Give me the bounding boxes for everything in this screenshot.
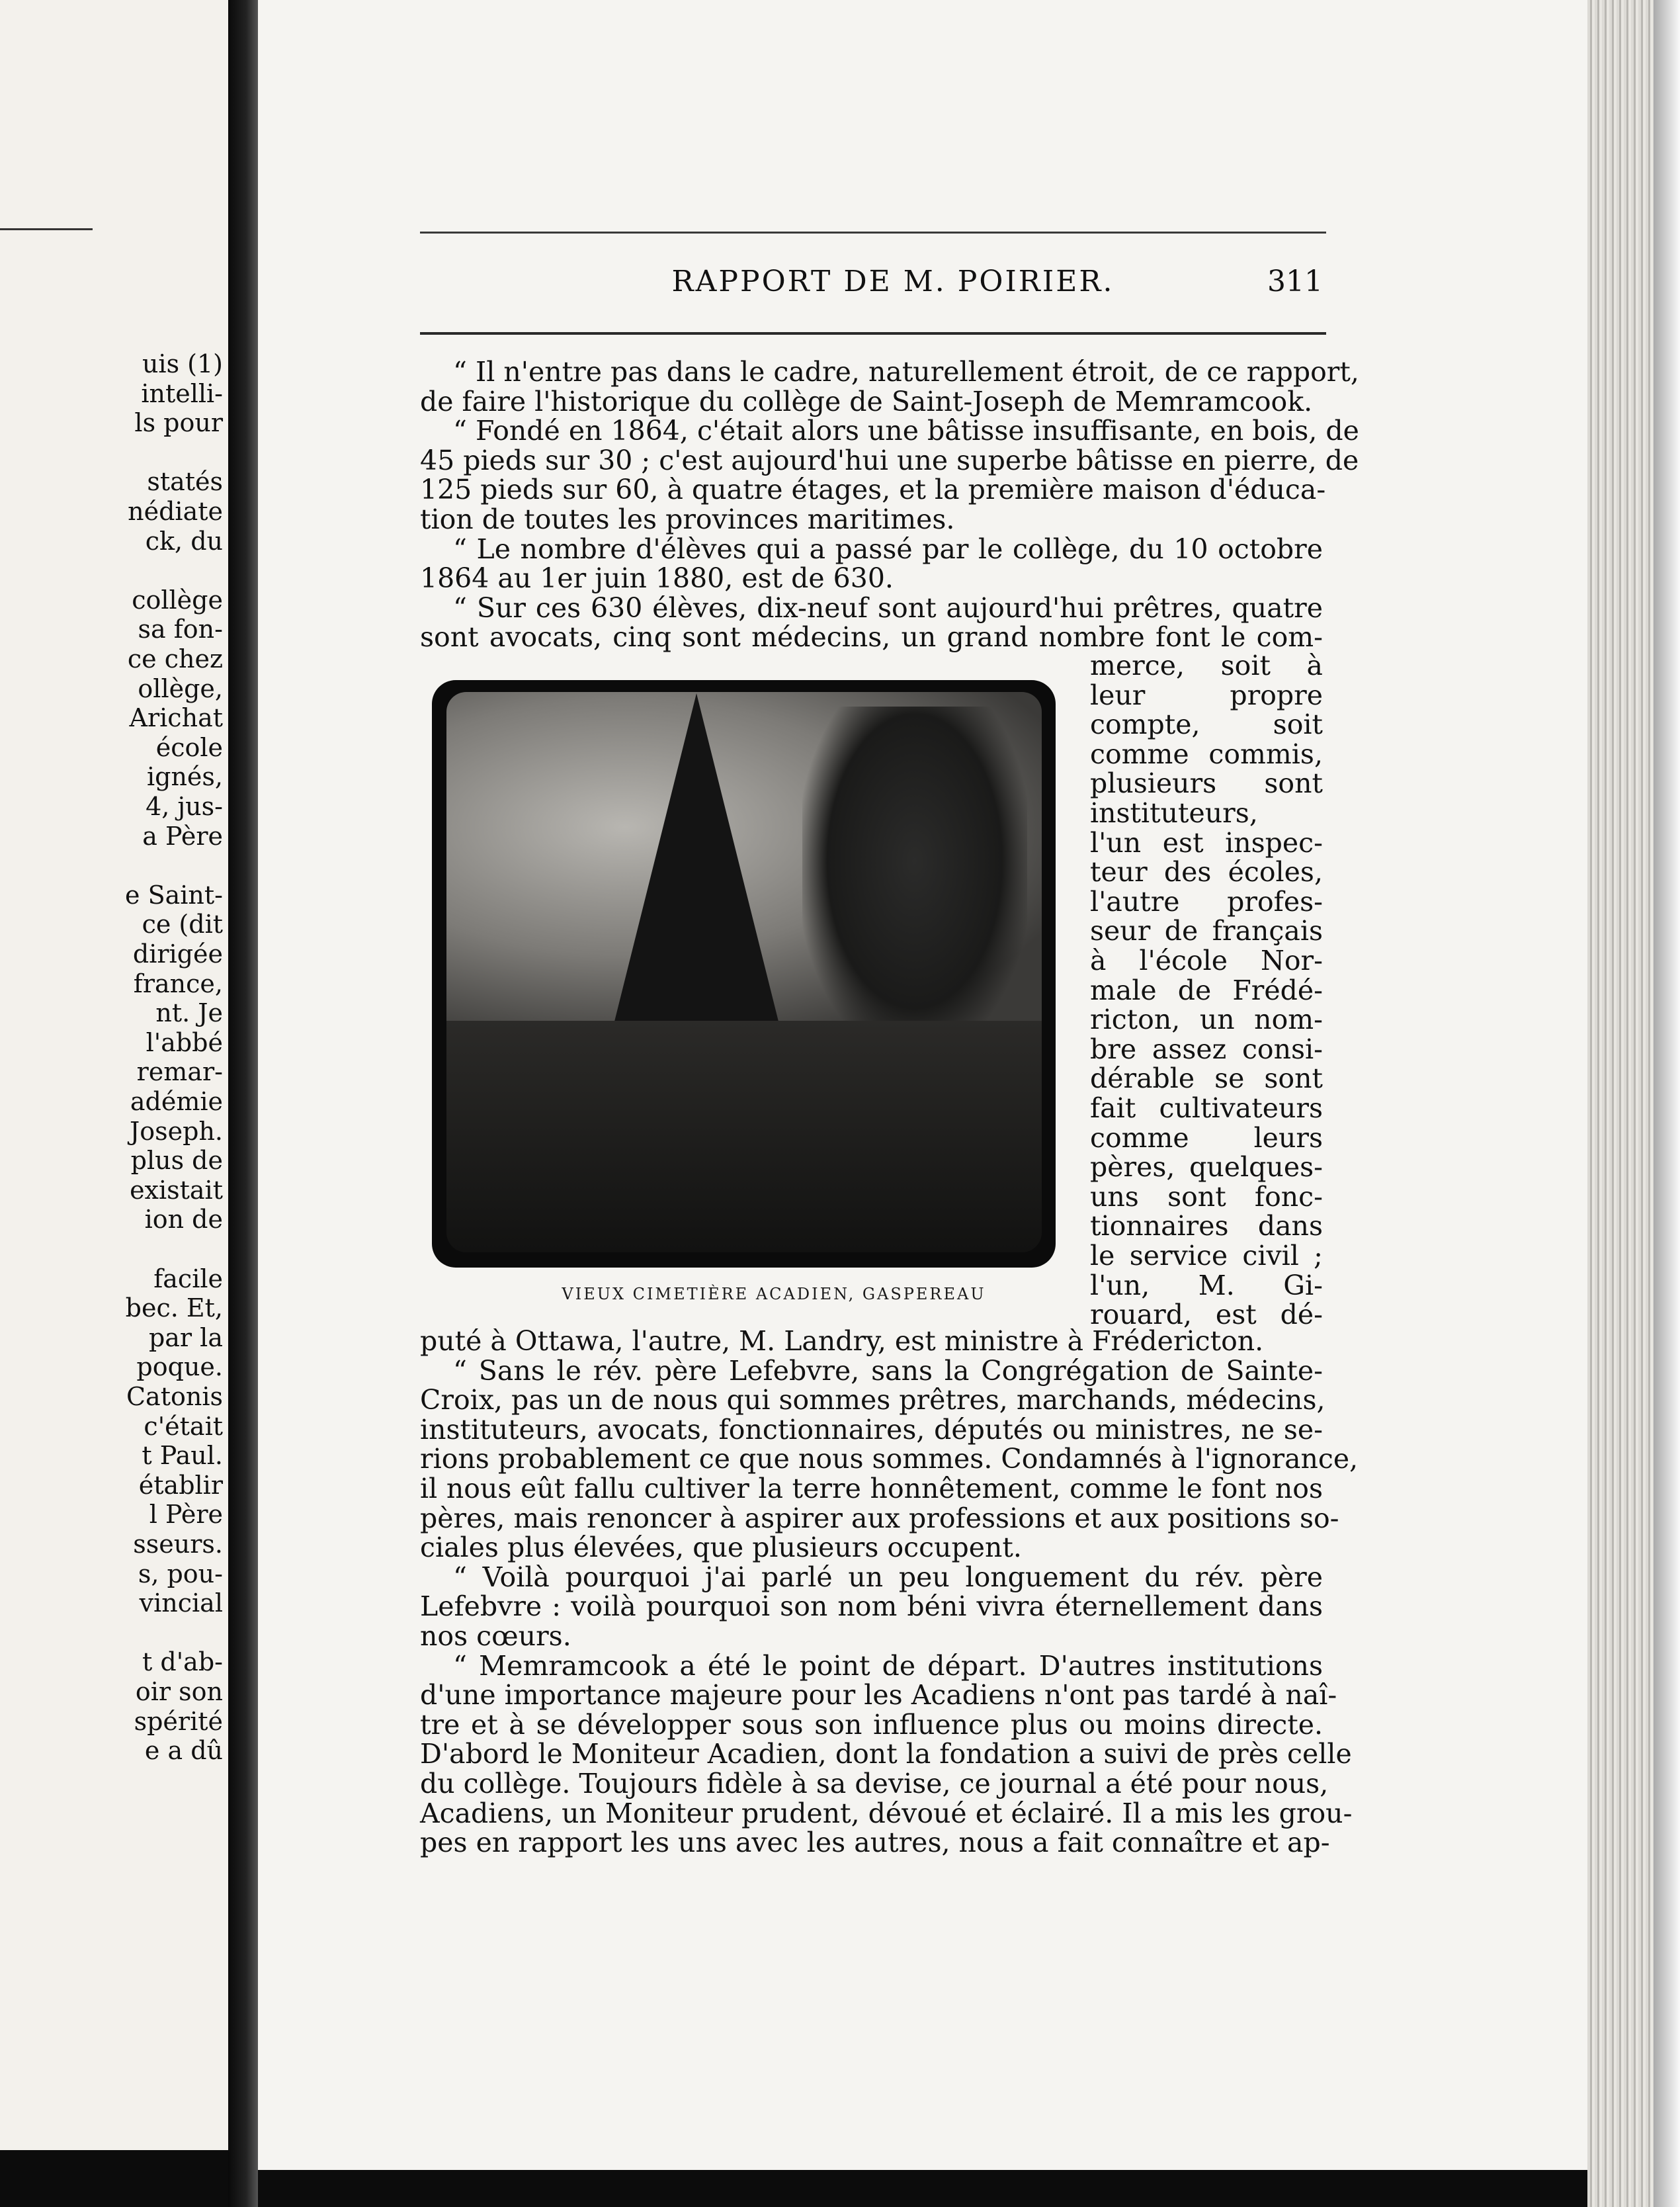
- left-page-line: c'était: [144, 1411, 223, 1441]
- text-line: “ Fondé en 1864, c'était alors une bâtisse insuffisante, en bois, de: [453, 415, 1359, 447]
- text-line: rions probablement ce que nous sommes. Condamnés à l'ignorance,: [420, 1443, 1359, 1475]
- left-page-line: Arichat: [129, 703, 223, 733]
- text-line: 125 pieds sur 60, à quatre étages, et la première maison d'éduca-: [420, 474, 1326, 506]
- left-page-line: poque.: [136, 1352, 223, 1382]
- left-page-line: facile: [153, 1264, 223, 1293]
- text-line: “ Il n'entre pas dans le cadre, naturellement étroit, de ce rapport,: [453, 356, 1359, 388]
- text-line: “ Sur ces 630 élèves, dix-neuf sont aujourd'hui prêtres, quatre: [453, 591, 1323, 624]
- text-line: plusieurs sont: [1090, 767, 1323, 800]
- left-page-line: l'abbé: [146, 1027, 223, 1057]
- left-page-line: remar-: [136, 1057, 223, 1087]
- left-page-line: adémie: [130, 1087, 223, 1116]
- left-page-line: uis (1): [142, 349, 223, 378]
- left-page-line: a Père: [142, 821, 223, 851]
- left-page-line: dirigée: [132, 939, 223, 969]
- text-line: puté à Ottawa, l'autre, M. Landry, est ministre à Frédericton.: [420, 1325, 1264, 1357]
- text-line: ricton, un nom-: [1090, 1004, 1323, 1036]
- left-page-line: ignés,: [146, 762, 223, 792]
- left-page-line: t Paul.: [142, 1441, 223, 1471]
- text-line: 1864 au 1er juin 1880, est de 630.: [420, 562, 894, 595]
- text-line: de faire l'historique du collège de Saint-Joseph de Memramcook.: [420, 385, 1313, 417]
- left-page-line: ce chez: [127, 644, 223, 673]
- text-line: seur de français: [1090, 915, 1323, 947]
- text-line: compte, soit: [1090, 709, 1323, 741]
- text-line: 45 pieds sur 30 ; c'est aujourd'hui une superbe bâtisse en pierre, de: [420, 444, 1359, 476]
- text-line: tion de toutes les provinces maritimes.: [420, 503, 955, 535]
- text-line: teur des écoles,: [1090, 856, 1323, 888]
- left-page-line: existait: [130, 1175, 223, 1205]
- text-line: nos cœurs.: [420, 1620, 571, 1652]
- text-line: merce, soit à: [1090, 650, 1323, 681]
- left-page-line: vincial: [139, 1588, 223, 1618]
- text-line: du collège. Toujours fidèle à sa devise, ce journal a été pour nous,: [420, 1768, 1329, 1799]
- page-edges: [1587, 0, 1680, 2207]
- text-line: uns sont fonc-: [1090, 1180, 1323, 1213]
- text-line: male de Frédé-: [1090, 974, 1323, 1006]
- left-page-line: sseurs.: [133, 1530, 223, 1559]
- photo-tree-left: [610, 693, 782, 1037]
- text-line: “ Memramcook a été le point de départ. D'autres institutions: [453, 1649, 1323, 1682]
- left-page-header-rule: [0, 228, 93, 230]
- text-line: bre assez consi-: [1090, 1033, 1323, 1065]
- left-page-line: spérité: [134, 1706, 223, 1736]
- left-page-line: ion de: [144, 1205, 223, 1234]
- text-line: D'abord le Moniteur Acadien, dont la fondation a suivi de près celle: [420, 1738, 1352, 1770]
- text-line: pes en rapport les uns avec les autres, nous a fait connaître et ap-: [420, 1827, 1330, 1859]
- text-line: instituteurs, avocats, fonctionnaires, députés ou ministres, ne se-: [420, 1413, 1323, 1446]
- text-line: l'un, M. Gi-: [1090, 1269, 1323, 1301]
- left-page-line: france,: [133, 969, 223, 998]
- left-page-line: ls pour: [134, 408, 223, 438]
- left-page-line: t d'ab-: [142, 1647, 223, 1677]
- text-line: tre et à se développer sous son influence plus ou moins directe.: [420, 1708, 1323, 1741]
- text-line: comme commis,: [1090, 738, 1323, 770]
- text-line: pères, mais renoncer à aspirer aux professions et aux positions so-: [420, 1502, 1339, 1534]
- header-rule-bottom: [420, 332, 1326, 335]
- facing-page-left: [0, 0, 228, 2150]
- text-line: leur propre: [1090, 679, 1323, 711]
- book-gutter: [228, 0, 258, 2207]
- text-line: à l'école Nor-: [1090, 945, 1323, 976]
- text-line: ciales plus élevées, que plusieurs occupent.: [420, 1532, 1022, 1564]
- page-number: 311: [1267, 265, 1323, 298]
- left-page-line: oir son: [135, 1677, 223, 1706]
- text-line: comme leurs: [1090, 1121, 1323, 1154]
- text-line: “ Voilà pourquoi j'ai parlé un peu longuement du rév. père: [453, 1561, 1323, 1593]
- text-line: fait cultivateurs: [1090, 1092, 1323, 1124]
- photo-tree-right: [802, 707, 1027, 1051]
- left-page-line: ck, du: [145, 526, 223, 556]
- left-page-line: bec. Et,: [125, 1293, 223, 1323]
- left-page-line: plus de: [130, 1146, 223, 1176]
- text-line: le service civil ;: [1090, 1240, 1323, 1272]
- left-page-line: collège: [132, 585, 223, 615]
- text-line: “ Sans le rév. père Lefebvre, sans la Congrégation de Sainte-: [453, 1354, 1323, 1387]
- left-page-line: l Père: [149, 1500, 223, 1530]
- text-line: sont avocats, cinq sont médecins, un grand nombre font le com-: [420, 621, 1323, 654]
- text-line: pères, quelques-: [1090, 1151, 1323, 1184]
- photo-ground: [446, 1021, 1042, 1252]
- text-line: instituteurs,: [1090, 797, 1258, 829]
- text-line: dérable se sont: [1090, 1062, 1323, 1095]
- left-page-line: statés: [147, 467, 223, 497]
- left-page-line: établir: [138, 1470, 223, 1500]
- left-page-line: 4, jus-: [146, 792, 223, 821]
- left-page-line: Catonis: [126, 1382, 223, 1411]
- text-line: l'autre profes-: [1090, 885, 1323, 918]
- left-page-line: par la: [148, 1322, 223, 1352]
- left-page-line: e Saint-: [125, 880, 223, 910]
- left-page-line: intelli-: [141, 378, 223, 408]
- header-rule-top: [420, 232, 1326, 234]
- left-page-line: ollège,: [138, 673, 223, 703]
- text-line: Acadiens, un Moniteur prudent, dévoué et éclairé. Il a mis les grou-: [420, 1797, 1353, 1829]
- left-page-line: s, pou-: [138, 1559, 223, 1588]
- left-page-line: nt. Je: [155, 998, 223, 1028]
- text-line: d'une importance majeure pour les Acadiens n'ont pas tardé à naî-: [420, 1679, 1337, 1711]
- photo-caption: VIEUX CIMETIÈRE ACADIEN, GASPEREAU: [562, 1285, 986, 1303]
- text-line: rouard, est dé-: [1090, 1299, 1323, 1331]
- text-line: tionnaires dans: [1090, 1210, 1323, 1242]
- left-page-line: nédiate: [128, 497, 223, 526]
- left-page-line: e a dû: [144, 1736, 223, 1766]
- left-page-line: école: [155, 732, 223, 762]
- text-line: il nous eût fallu cultiver la terre honnêtement, comme le font nos: [420, 1473, 1323, 1504]
- left-page-line: ce (dit: [142, 910, 223, 939]
- text-line: Lefebvre : voilà pourquoi son nom béni vivra éternellement dans: [420, 1590, 1323, 1623]
- text-line: “ Le nombre d'élèves qui a passé par le collège, du 10 octobre: [453, 533, 1323, 565]
- running-head: RAPPORT DE M. POIRIER.: [671, 265, 1114, 298]
- text-line: Croix, pas un de nous qui sommes prêtres, marchands, médecins,: [420, 1384, 1325, 1416]
- left-page-line: Joseph.: [130, 1116, 223, 1146]
- photo-cemetery: [432, 680, 1056, 1268]
- left-page-line: sa fon-: [138, 615, 223, 644]
- text-line: l'un est inspec-: [1090, 826, 1323, 859]
